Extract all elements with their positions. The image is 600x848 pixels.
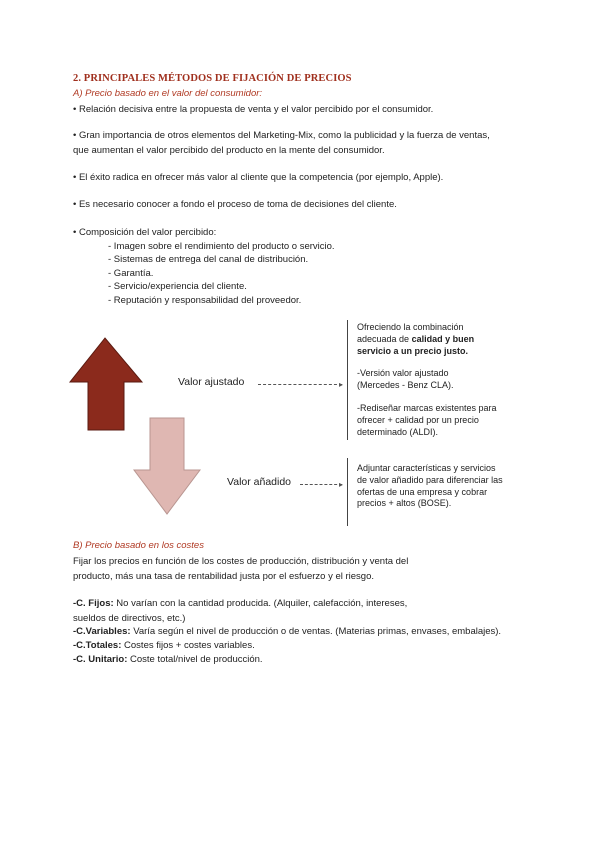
cost-text: Varía según el nivel de producción o de ventas. (Materias primas, envases, embalajes). bbox=[130, 626, 502, 637]
box2-line: de valor añadido para diferenciar las bbox=[357, 474, 503, 485]
subtitle-a: A) Precio basado en el valor del consumidor: bbox=[73, 88, 263, 99]
subtitle-b: B) Precio basado en los costes bbox=[73, 540, 204, 551]
cost-line bbox=[73, 638, 255, 653]
para-b-1: Fijar los precios en función de los costes de producción, distribución y venta del bbox=[73, 556, 409, 567]
box1-line: ofrecer + calidad por un precio bbox=[357, 414, 479, 425]
dash-connector-2 bbox=[300, 484, 342, 485]
cost-text: No varían con la cantidad producida. (Alquiler, calefacción, intereses, bbox=[113, 598, 408, 609]
bullet-4: • Es necesario conocer a fondo el proceso de toma de decisiones del cliente. bbox=[73, 199, 397, 210]
cost-text: sueldos de directivos, etc.) bbox=[73, 613, 186, 624]
bullet-2-cont: que aumentan el valor percibido del producto en la mente del consumidor. bbox=[73, 145, 385, 156]
value-added-box bbox=[357, 463, 503, 510]
cost-line bbox=[73, 652, 263, 667]
cost-text: Coste total/nivel de producción. bbox=[127, 654, 263, 665]
component-item: - Imagen sobre el rendimiento del producto o servicio. bbox=[108, 241, 335, 252]
box1-bold: calidad y buen bbox=[411, 333, 475, 344]
bullet-1: • Relación decisiva entre la propuesta de venta y el valor percibido por el consumidor. bbox=[73, 104, 434, 115]
dash-connector-1 bbox=[258, 384, 342, 385]
up-arrow bbox=[70, 338, 142, 430]
components-list bbox=[108, 240, 335, 307]
box2-line: precios + altos (BOSE). bbox=[357, 498, 452, 509]
cost-label: -C. Fijos: bbox=[73, 598, 114, 609]
component-item: - Garantía. bbox=[108, 267, 154, 279]
component-item: - Servicio/experiencia del cliente. bbox=[108, 281, 247, 293]
section-title: 2. PRINCIPALES MÉTODOS DE FIJACIÓN DE PRECIOS bbox=[73, 73, 352, 84]
bullet-5: • Composición del valor percibido: bbox=[73, 227, 217, 238]
down-arrow-label: Valor añadido bbox=[227, 476, 292, 488]
cost-label: -C.Variables: bbox=[73, 626, 131, 637]
box1-line bbox=[357, 334, 497, 346]
box1-bold: servicio a un precio justo. bbox=[357, 345, 469, 356]
box1-line: Ofreciendo la combinación bbox=[357, 322, 464, 332]
component-item: - Reputación y responsabilidad del proveedor. bbox=[108, 294, 302, 306]
box1-line: determinado (ALDI). bbox=[357, 426, 439, 437]
box1-line: -Rediseñar marcas existentes para bbox=[357, 402, 497, 413]
down-arrow bbox=[134, 418, 200, 514]
bullet-2: • Gran importancia de otros elementos del Marketing-Mix, como la publicidad y la fuerza de ventas, bbox=[73, 130, 490, 141]
bullet-3: • El éxito radica en ofrecer más valor al cliente que la competencia (por ejemplo, Apple). bbox=[73, 172, 444, 183]
value-adjusted-box bbox=[357, 322, 497, 438]
box-divider-2 bbox=[347, 458, 348, 526]
arrow-head-icon: ▸ bbox=[339, 380, 344, 389]
cost-line bbox=[73, 596, 407, 611]
cost-text: Costes fijos + costes variables. bbox=[121, 640, 255, 651]
box1-line bbox=[357, 346, 497, 358]
cost-line bbox=[73, 624, 501, 639]
box1-line: (Mercedes - Benz CLA). bbox=[357, 380, 454, 391]
component-item: - Sistemas de entrega del canal de distribución. bbox=[108, 254, 309, 266]
box1-line: -Versión valor ajustado bbox=[357, 368, 449, 379]
para-b-2: producto, más una tasa de rentabilidad justa por el esfuerzo y el riesgo. bbox=[73, 571, 375, 582]
arrow-head-icon: ▸ bbox=[339, 480, 344, 489]
cost-label: -C. Unitario: bbox=[73, 654, 128, 665]
box-divider-1 bbox=[347, 320, 348, 440]
box2-line: ofertas de una empresa y cobrar bbox=[357, 486, 488, 497]
cost-label: -C.Totales: bbox=[73, 640, 122, 651]
up-arrow-label: Valor ajustado bbox=[178, 376, 245, 388]
diagram-arrows bbox=[60, 330, 260, 550]
box2-line: Adjuntar características y servicios bbox=[357, 463, 496, 473]
box1-text: adecuada de bbox=[357, 333, 412, 344]
